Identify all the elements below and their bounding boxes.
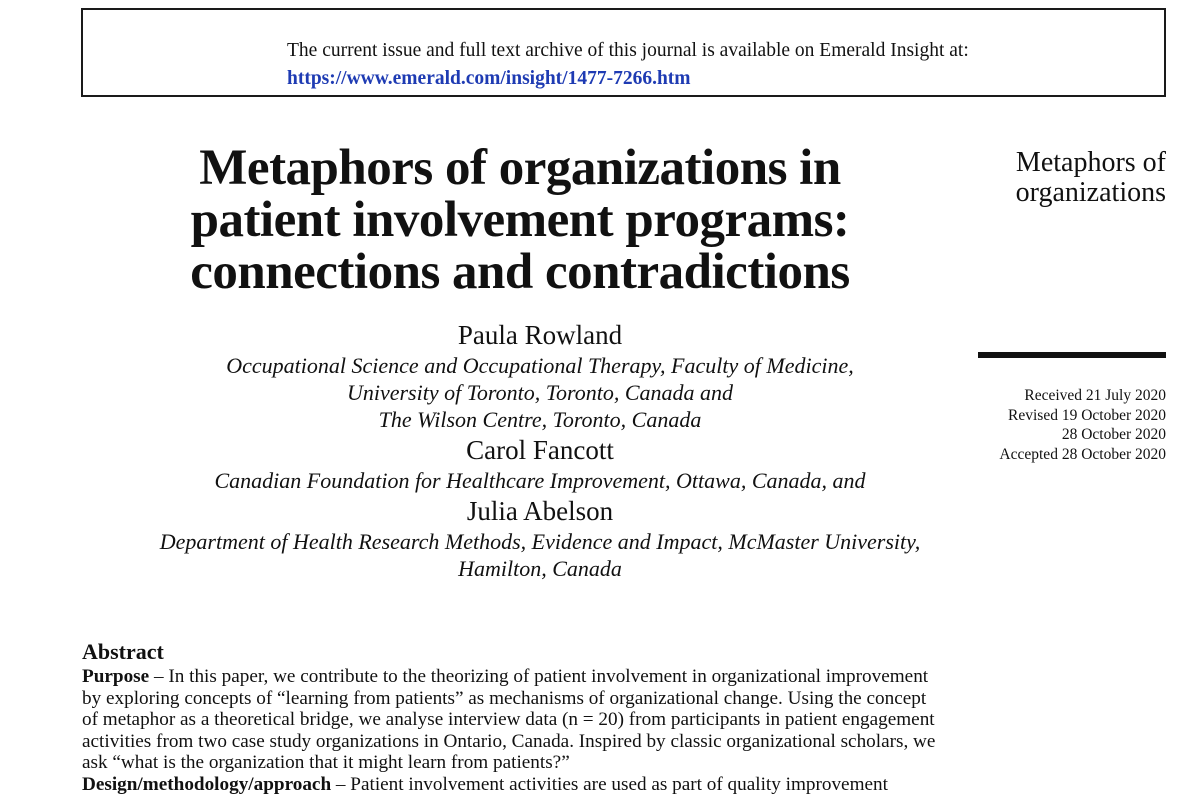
running-head-line: Metaphors of xyxy=(1015,147,1166,178)
abstract-heading: Abstract xyxy=(82,639,164,664)
author-affiliation: Canadian Foundation for Healthcare Improvement, Ottawa, Canada, and xyxy=(214,468,866,493)
date-revised: Revised 19 October 2020 xyxy=(1008,406,1166,424)
running-head xyxy=(960,148,1166,208)
abstract-line xyxy=(82,666,1172,688)
title-line: Metaphors of organizations in xyxy=(199,140,841,196)
abstract-line: of metaphor as a theoretical bridge, we analyse interview data (n = 20) from participants in patient engagement xyxy=(82,709,935,731)
running-head-line: organizations xyxy=(1015,177,1166,208)
abstract-design-line xyxy=(82,774,888,796)
author-name: Paula Rowland xyxy=(457,320,623,350)
title-line: connections and contradictions xyxy=(190,244,850,300)
journal-access-notice xyxy=(81,8,1166,97)
title-line: patient involvement programs: xyxy=(190,192,850,248)
abstract-line: activities from two case study organizations in Ontario, Canada. Inspired by classic organizational scholars, we xyxy=(82,730,936,752)
purpose-label: Purpose xyxy=(82,666,150,687)
article-title xyxy=(60,142,980,298)
author-name: Carol Fancott xyxy=(466,435,614,465)
abstract-line: by exploring concepts of “learning from patients” as mechanisms of organizational change. Using the concept xyxy=(82,687,927,709)
abstract-line: ask “what is the organization that it might learn from patients?” xyxy=(82,752,570,774)
abstract-text: – In this paper, we contribute to the theorizing of patient involvement in organizational improvement xyxy=(149,666,929,687)
date-accepted: Accepted 28 October 2020 xyxy=(999,445,1166,463)
date-received: Received 21 July 2020 xyxy=(1024,387,1166,404)
author-name: Julia Abelson xyxy=(466,496,614,526)
author-affiliation: Hamilton, Canada xyxy=(458,556,622,581)
author-affiliation: The Wilson Centre, Toronto, Canada xyxy=(378,407,702,432)
journal-url-link[interactable]: https://www.emerald.com/insight/1477-7266.htm xyxy=(287,68,691,89)
abstract-text: – Patient involvement activities are used as part of quality improvement xyxy=(331,774,888,795)
author-affiliation: University of Toronto, Toronto, Canada and xyxy=(346,380,734,405)
author-affiliation: Department of Health Research Methods, Evidence and Impact, McMaster University, xyxy=(159,529,921,554)
design-label: Design/methodology/approach xyxy=(82,774,332,795)
date-revised-2: 28 October 2020 xyxy=(1061,426,1166,443)
author-affiliation: Occupational Science and Occupational Therapy, Faculty of Medicine, xyxy=(226,353,854,378)
author-block xyxy=(60,318,1020,582)
abstract-purpose xyxy=(82,666,1172,774)
notice-text: The current issue and full text archive of this journal is available on Emerald Insight at: xyxy=(287,40,969,61)
